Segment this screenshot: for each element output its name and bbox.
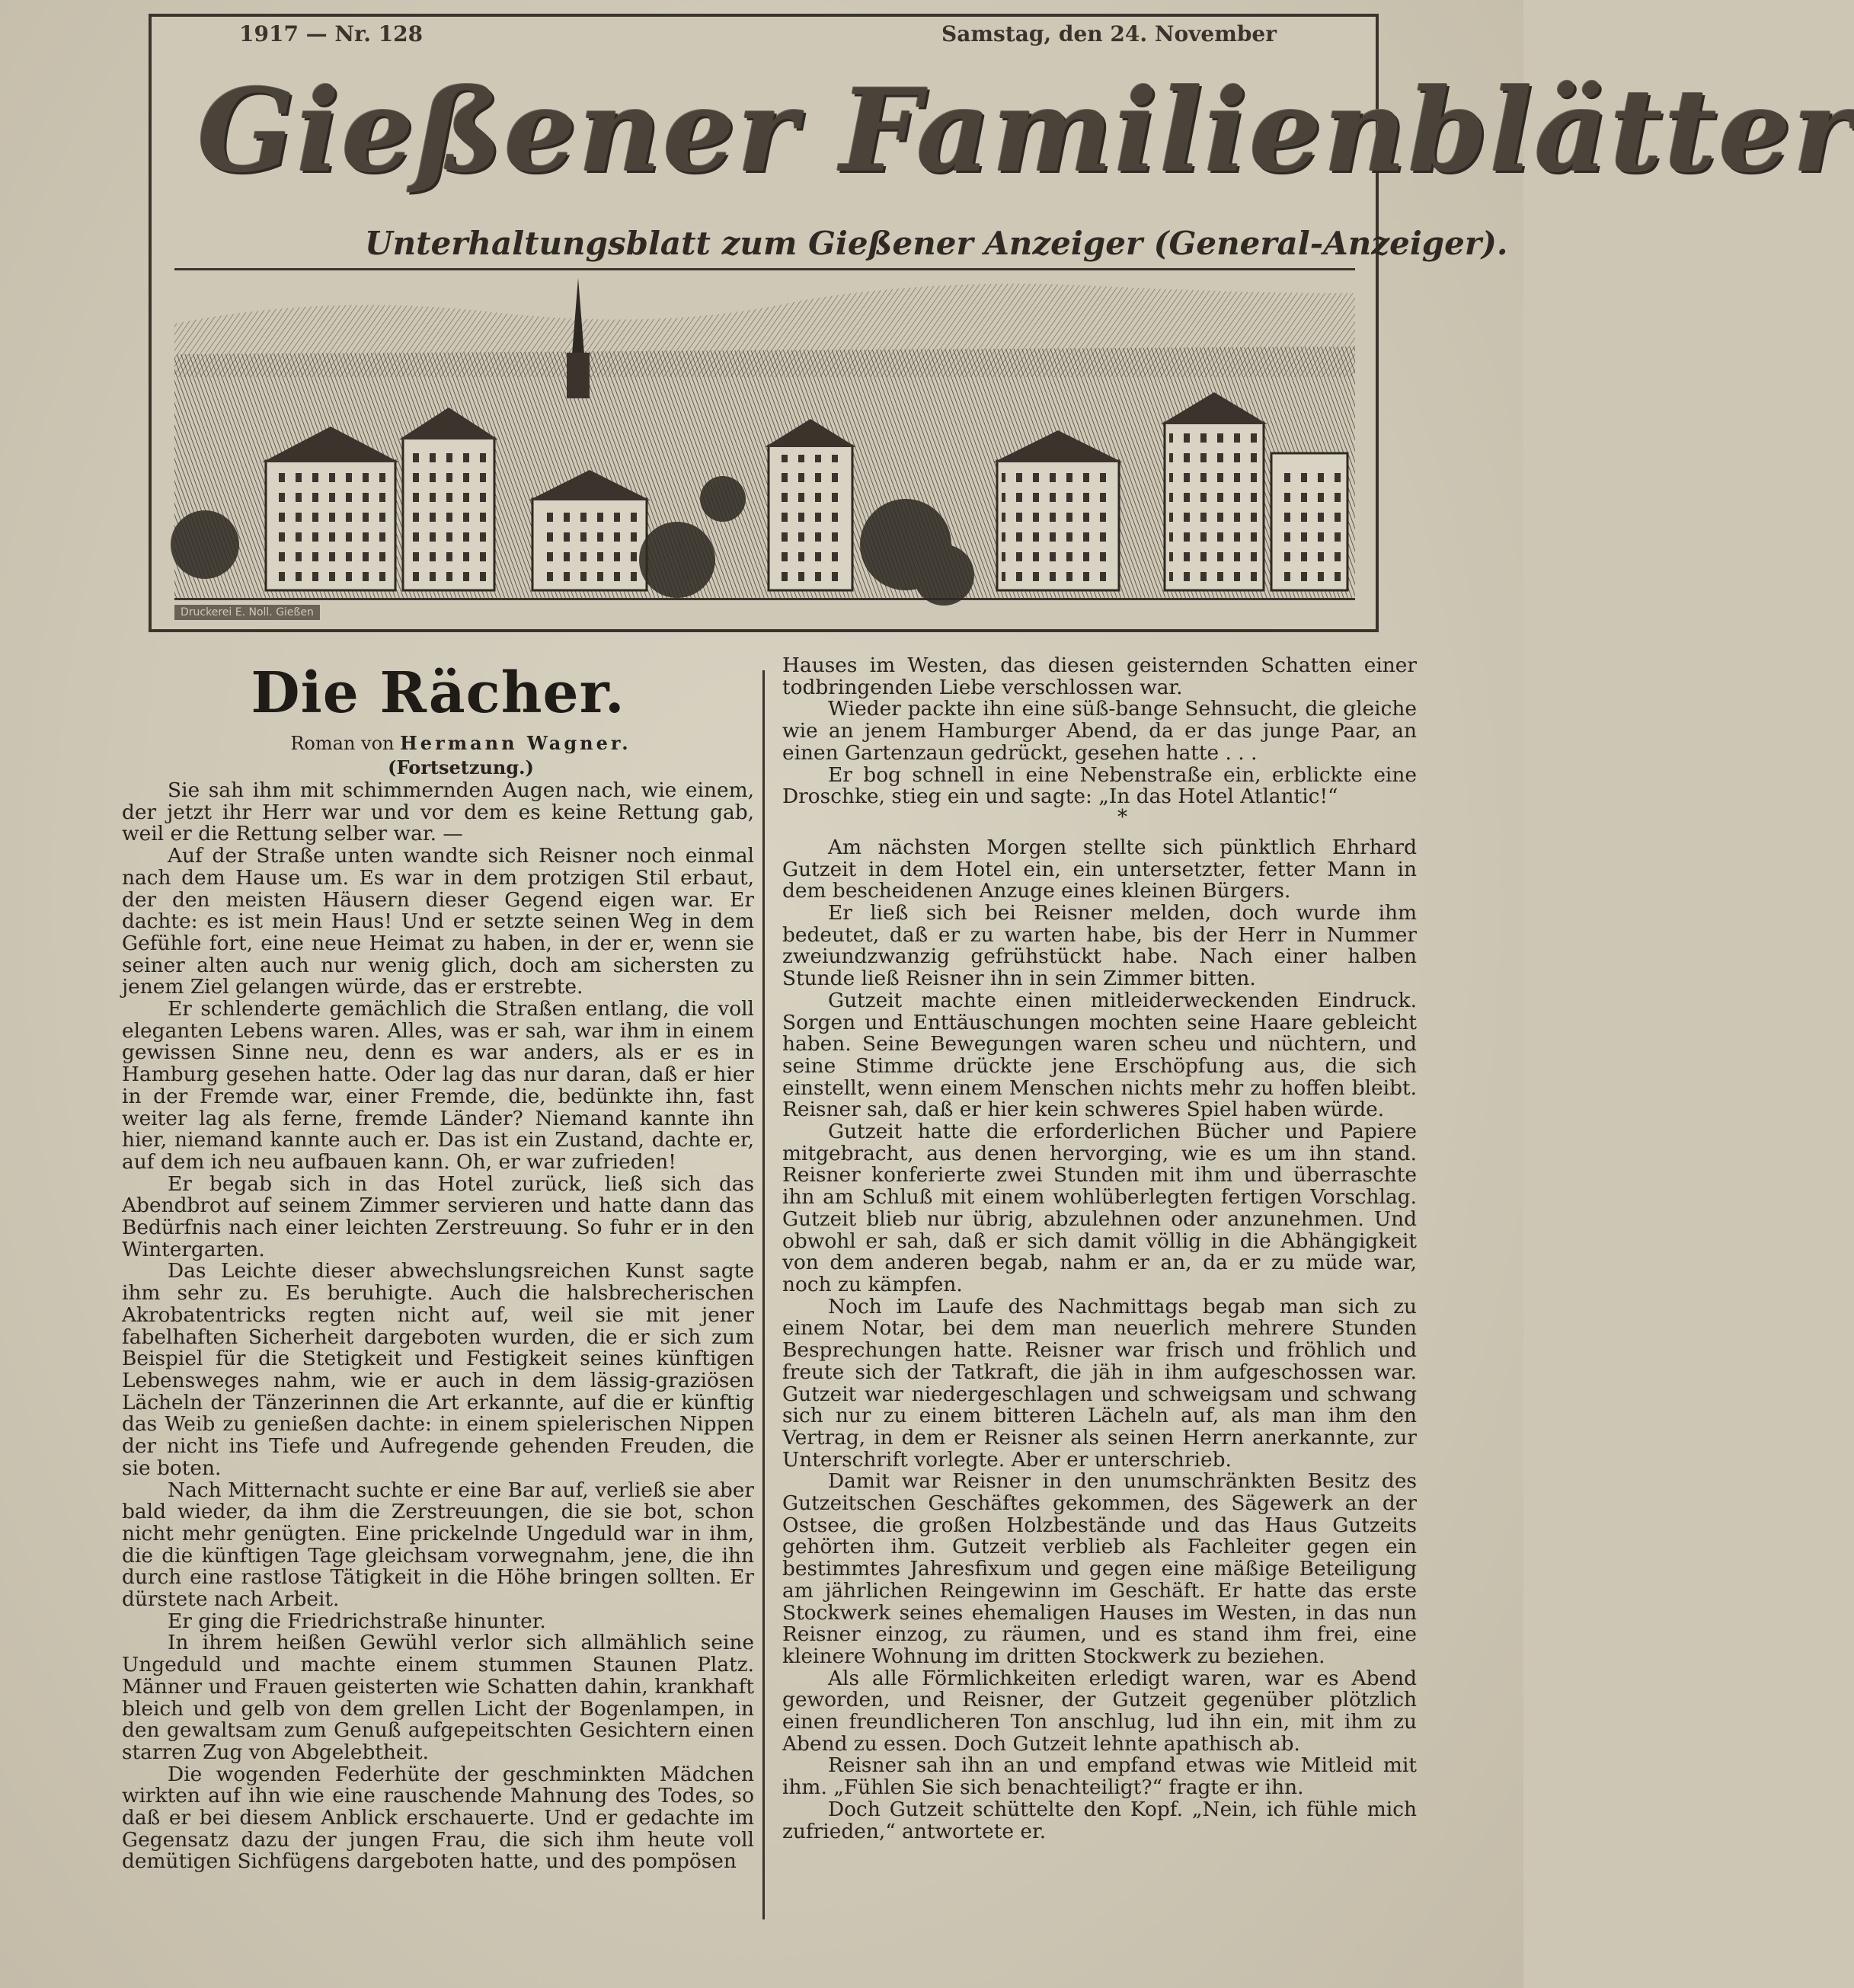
byline-prefix: Roman von <box>290 733 401 754</box>
article-column-left <box>122 655 754 1873</box>
paragraph: Damit war Reisner in den unumschränkten Besitz des Gutzeitschen Geschäftes gekommen, des Sägewerk an der Ostsee, die großen Holzbestände und das Haus Gutzeits gehörten ihm. Gutzeit verblieb als Fachleiter gegen ein bestimmtes Jahresfixum und gegen eine mäßige Beteiligung am jährlichen Reingewinn im Geschäft. Er hatte das erste Stockwerk seines ehemaligen Hauses im Westen, in das nun Reisner einzog, zu räumen, und es stand ihm frei, eine kleinere Wohnung im dritten Stockwerk zu beziehen. <box>782 1469 1417 1668</box>
article-author: Hermann Wagner. <box>400 732 631 754</box>
paragraph: Hauses im Westen, das diesen geisternden Schatten einer todbringenden Liebe verschlossen war. <box>782 654 1417 699</box>
issue-date: Samstag, den 24. November <box>941 21 1277 46</box>
printer-credit-label: Druckerei E. Noll. Gießen <box>174 605 320 620</box>
paragraph: Gutzeit hatte die erforderlichen Bücher und Papiere mitgebracht, aus denen hervorging, wie es um ihn stand. Reisner konferierte zwei Stunden mit ihm und überraschte ihn am Schluß mit einem wohlüberlegten fertigen Vorschlag. Gutzeit blieb nur übrig, abzulehnen oder anzunehmen. Und obwohl er sah, daß er sich damit völlig in die Abhängigkeit von dem anderen begab, nahm er an, da er zu müde war, noch zu kämpfen. <box>782 1120 1417 1296</box>
paragraph: Das Leichte dieser abwechslungsreichen Kunst sagte ihm sehr zu. Es beruhigte. Auch die halsbrecherischen Akrobatentricks regten nicht auf, weil sie mit jener fabelhaften Sicherheit dargeboten wurden, die er sich zum Beispiel für die Stetigkeit und Festigkeit seines künftigen Lebensweges nahm, wie er auch in dem lässig-graziösen Lächeln der Tänzerinnen die Art erkannte, auf die er künftig das Weib zu genießen dachte: in einem spielerischen Nippen der nicht ins Tiefe und Aufregende gehenden Freuden, die sie boten. <box>122 1259 754 1480</box>
city-panorama-illustration <box>174 268 1355 600</box>
newspaper-title: Gießener Familienblätter <box>197 64 1854 198</box>
paragraph: Als alle Förmlichkeiten erledigt waren, war es Abend geworden, und Reisner, der Gutzeit gegenüber plötzlich einen freundlicheren Ton anschlug, lud ihn ein, mit ihm zu Abend zu essen. Doch Gutzeit lehnte apathisch ab. <box>782 1666 1417 1756</box>
continuation-note: (Fortsetzung.) <box>388 756 534 778</box>
paragraph: Er ließ sich bei Reisner melden, doch wurde ihm bedeutet, daß er zu warten habe, bis der Herr in Nummer zweiundzwanzig gefrühstückt habe. Nach einer halben Stunde ließ Reisner ihn in sein Zimmer bitten. <box>782 901 1417 991</box>
masthead-topline <box>152 18 1376 49</box>
masthead <box>149 14 1854 632</box>
newspaper-subtitle: Unterhaltungsblatt zum Gießener Anzeiger (General-Anzeiger). <box>365 225 1508 262</box>
print-credit <box>174 605 1355 625</box>
paragraph: Er begab sich in das Hotel zurück, ließ sich das Abendbrot auf seinem Zimmer servieren und hatte dann das Bedürfnis nach einer leichten Zerstreuung. So fuhr er in den Wintergarten. <box>122 1171 754 1261</box>
article-column-right <box>782 655 1417 1843</box>
paragraph: Er bog schnell in eine Nebenstraße ein, erblickte eine Droschke, stieg ein und sagte: „In das Hotel Atlantic!“ <box>782 762 1417 809</box>
paragraph: Doch Gutzeit schüttelte den Kopf. „Nein, ich fühle mich zufrieden,“ antwortete er. <box>782 1797 1417 1843</box>
column-divider <box>762 670 765 1919</box>
issue-number: 1917 — Nr. 128 <box>239 21 424 46</box>
paragraph: In ihrem heißen Gewühl verlor sich allmählich seine Ungeduld und machte einem stummen Staunen Platz. Männer und Frauen geisterten wie Schatten dahin, krankhaft bleich und gelb von dem grellen Licht der Bogenlampen, in den gewaltsam zum Genuß aufgepeitschten Gesichtern einen starren Zug von Abgelebtheit. <box>122 1631 754 1764</box>
article-title: Die Rächer. <box>251 660 625 726</box>
paragraph: Sie sah ihm mit schimmernden Augen nach, wie einem, der jetzt ihr Herr war und vor dem es keine Rettung gab, weil er die Rettung selber war. — <box>122 778 754 846</box>
paragraph: Gutzeit machte einen mitleiderweckenden Eindruck. Sorgen und Enttäuschungen mochten seine Haare gebleicht haben. Seine Bewegungen waren scheu und nüchtern, und seine Stimme drückte jene Erschöpfung aus, die sich einstellt, wenn einem Menschen nichts mehr zu hoffen bleibt. Reisner sah, daß er hier kein schweres Spiel haben würde. <box>782 988 1417 1122</box>
section-separator: * <box>1117 805 1127 829</box>
paragraph: Die wogenden Federhüte der geschminkten Mädchen wirkten auf ihn wie eine rauschende Mahnung des Todes, so daß er bei diesem Anblick erschauerte. Und er gedachte im Gegensatz dazu der jungen Frau, die sich ihm heute voll demütigen Sichfügens dargeboten hatte, und des pompösen <box>122 1762 754 1874</box>
paragraph: Wieder packte ihn eine süß-bange Sehnsucht, die gleiche wie an jenem Hamburger Abend, da er das junge Paar, an einen Gartenzaun gedrückt, gesehen hatte . . . <box>782 697 1417 765</box>
paragraph: Er schlenderte gemächlich die Straßen entlang, die voll eleganten Lebens waren. Alles, was er sah, war ihm in einem gewissen Sinne neu, denn es war anders, als er es in Hamburg gesehen hatte. Oder lag das nur daran, daß er hier in der Fremde war, einer Fremde, die, bedünkte ihn, fast weiter lag als ferne, fremde Länder? Niemand kannte ihn hier, niemand kannte auch er. Das ist ein Zustand, dachte er, auf dem ich neu aufbauen kann. Oh, er war zufrieden! <box>122 997 754 1174</box>
article-byline <box>122 731 754 756</box>
paragraph: Nach Mitternacht suchte er eine Bar auf, verließ sie aber bald wieder, da ihm die Zerstreuungen, die sie bot, schon nicht mehr genügten. Eine prickelnde Ungeduld war in ihm, die die künftigen Tage gleichsam vorwegnahm, jene, die ihn durch eine rastlose Tätigkeit in die Höhe bringen sollten. Er dürstete nach Arbeit. <box>122 1478 754 1612</box>
paragraph: Am nächsten Morgen stellte sich pünktlich Ehrhard Gutzeit in dem Hotel ein, ein untersetzter, fetter Mann in dem bescheidenen Anzuge eines kleinen Bürgers. <box>782 835 1417 903</box>
paragraph: Reisner sah ihn an und empfand etwas wie Mitleid mit ihm. „Fühlen Sie sich benachteiligt?“ fragte er ihn. <box>782 1753 1417 1800</box>
paragraph: Noch im Laufe des Nachmittags begab man sich zu einem Notar, bei dem man neuerlich mehrere Stunden Besprechungen hatte. Reisner war frisch und fröhlich und freute sich der Tatkraft, die jäh in ihm aufgeschossen war. Gutzeit war niedergeschlagen und schweigsam und schwang sich nur zu einem bitteren Lächeln auf, als man ihm den Vertrag, in dem er Reisner als seinen Herrn anerkannte, zur Unterschrift vorlegte. Aber er unterschrieb. <box>782 1294 1417 1472</box>
paragraph: Er ging die Friedrichstraße hinunter. <box>168 1609 546 1633</box>
paragraph: Auf der Straße unten wandte sich Reisner noch einmal nach dem Hause um. Es war in dem protzigen Stil erbaut, der den meisten Häusern dieser Gegend eigen war. Er dachte: es ist mein Haus! Und er setzte seinen Weg in dem Gefühle fort, eine neue Heimat zu haben, in der er, wenn sie seiner alten auch nur wenig glich, doch am sichersten zu jenem Ziel gelangen würde, das er erstrebte. <box>122 844 754 999</box>
